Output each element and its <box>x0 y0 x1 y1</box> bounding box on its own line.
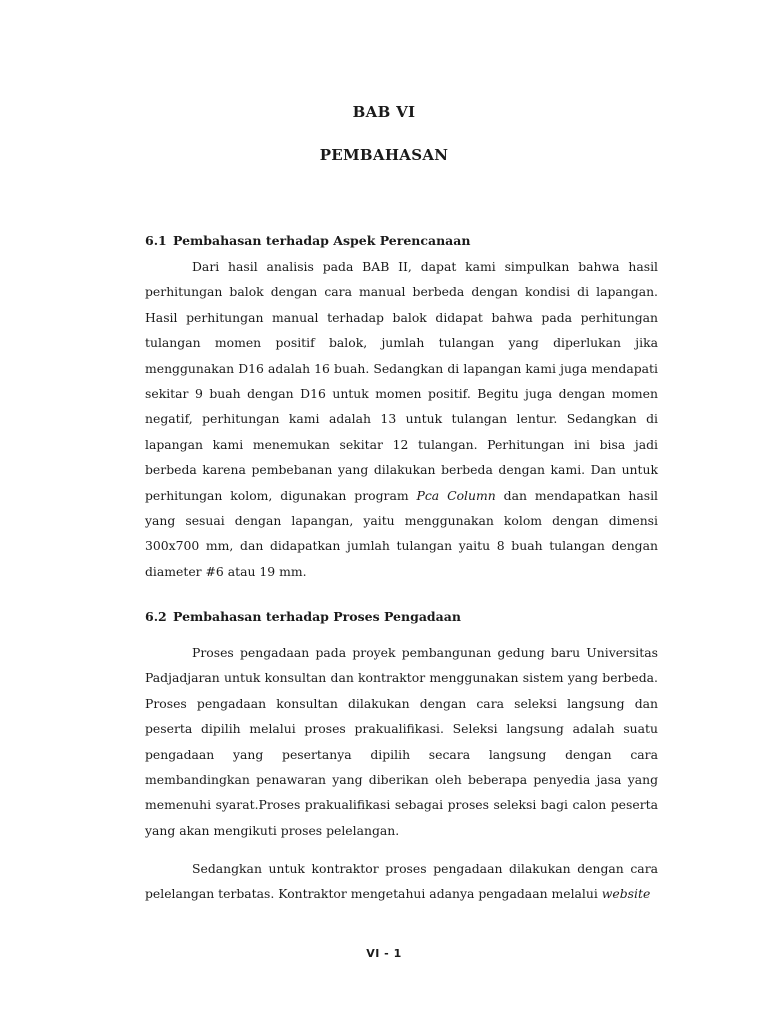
paragraph <box>145 254 658 584</box>
paragraph <box>145 856 658 907</box>
section-title: Pembahasan terhadap Proses Pengadaan <box>173 609 461 624</box>
paragraph-text: dan mendapatkan hasil yang sesuai dengan lapangan, yaitu menggunakan kolom dengan dimensi 300x700 mm, dan didapatkan jumlah tulangan yaitu 8 buah tulangan dengan diameter #6 atau 19 mm. <box>145 487 658 579</box>
section-number: 6.2 <box>145 609 167 624</box>
paragraph <box>145 640 658 843</box>
page-number: VI - 1 <box>366 947 402 960</box>
italic-term: website <box>601 886 651 902</box>
paragraph-text: Sedangkan untuk kontraktor proses pengadaan dilakukan dengan cara pelelangan terbatas. Kontraktor mengetahui adanya pengadaan melalui <box>145 861 658 902</box>
section-number: 6.1 <box>145 233 167 248</box>
section-title: Pembahasan terhadap Aspek Perencanaan <box>173 233 471 248</box>
section-heading <box>145 609 665 624</box>
chapter-title: BAB VI <box>352 103 416 121</box>
chapter-subtitle: PEMBAHASAN <box>319 146 449 164</box>
italic-term: Pca Column <box>416 487 496 503</box>
paragraph-text: Dari hasil analisis pada BAB II, dapat kami simpulkan bahwa hasil perhitungan balok dengan cara manual berbeda dengan kondisi di lapangan. Hasil perhitungan manual terhadap balok didapat bahwa pada perhitungan tulangan momen positif balok, jumlah tulangan yang diperlukan jika menggunakan D16 adalah 16 buah. Sedangkan di lapangan kami juga mendapati sekitar 9 buah dengan D16 untuk momen positif. Begitu juga dengan momen negatif, perhitungan kami adalah 13 untuk tulangan lentur. Sedangkan di lapangan kami menemukan sekitar 12 tulangan. Perhitungan ini bisa jadi berbeda karena pembebanan yang dilakukan berbeda dengan kami. Dan untuk perhitungan kolom, digunakan program <box>145 259 658 503</box>
section-heading <box>145 233 665 248</box>
paragraph-text: Proses pengadaan pada proyek pembangunan gedung baru Universitas Padjadjaran untuk konsultan dan kontraktor menggunakan sistem yang berbeda. Proses pengadaan konsultan dilakukan dengan cara seleksi langsung dan peserta dipilih melalui proses prakualifikasi. Seleksi langsung adalah suatu pengadaan yang pesertanya dipilih secara langsung dengan cara membandingkan penawaran yang diberikan oleh beberapa penyedia jasa yang memenuhi syarat.Proses prakualifikasi sebagai proses seleksi bagi calon peserta yang akan mengikuti proses pelelangan. <box>145 645 658 838</box>
